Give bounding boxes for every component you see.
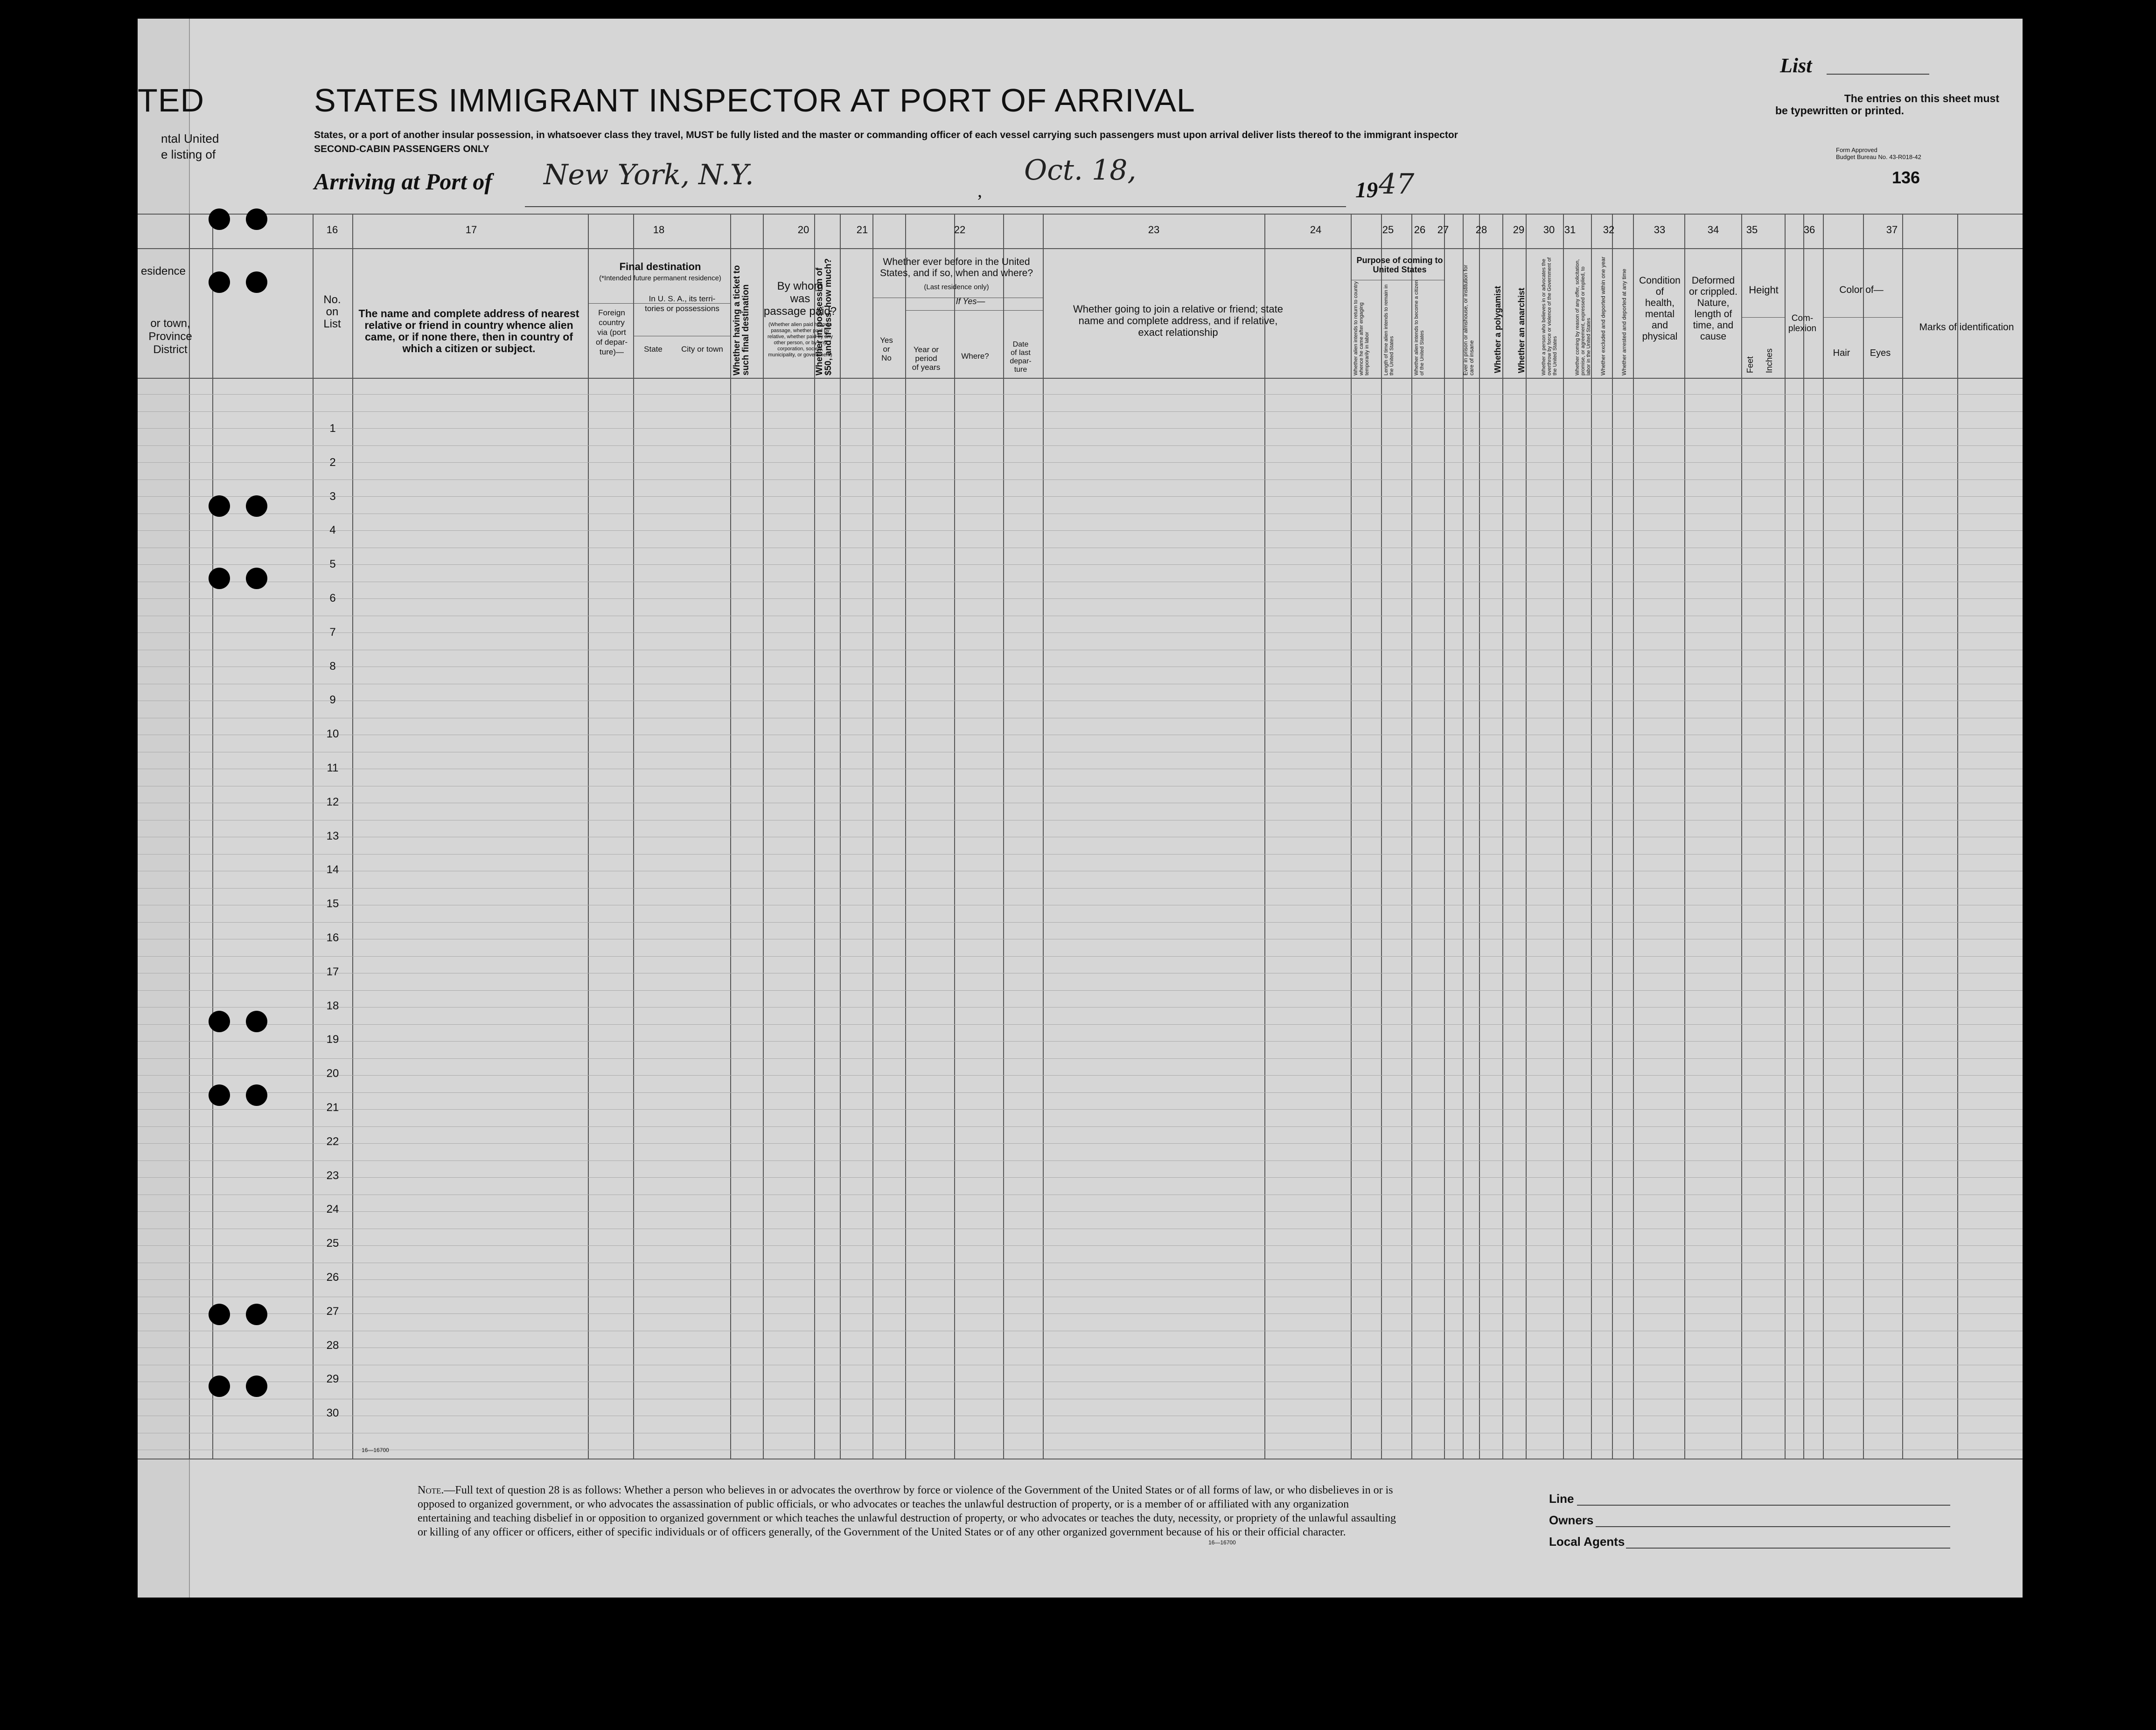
column-rule — [1526, 214, 1527, 1459]
owners-label: Owners — [1549, 1513, 1594, 1527]
col-36-title: Color of— — [1839, 285, 1884, 295]
ruled-line — [138, 1211, 2023, 1212]
column-rule — [1612, 214, 1613, 1459]
header-sub-rule — [1741, 317, 1785, 318]
column-number: 32 — [1603, 224, 1615, 236]
column-number: 24 — [1310, 224, 1322, 236]
punch-hole — [246, 1011, 267, 1032]
col-18-usa — [633, 294, 731, 313]
punch-hole — [246, 271, 267, 293]
column-number: 30 — [1543, 224, 1555, 236]
col-18-foreign-line: via (port — [597, 328, 626, 337]
punch-hole — [209, 568, 230, 589]
comma: , — [977, 180, 982, 201]
punch-hole — [246, 208, 267, 230]
prev-col-residence: esidence — [140, 265, 186, 278]
column-rule — [1785, 214, 1786, 1459]
column-rule — [1003, 214, 1004, 1459]
column-number: 27 — [1437, 224, 1449, 236]
previous-page-strip — [138, 19, 190, 1598]
col-23: Whether going to join a relative or friend; state name and complete address, and if relative, exact relationship — [1073, 303, 1284, 338]
row-number: 18 — [326, 999, 339, 1012]
prev-page-title: TED — [138, 82, 204, 118]
column-number: 16 — [326, 224, 338, 236]
column-number: 20 — [797, 224, 809, 236]
col-24-citizen: Whether alien intends to become a citizen of the United States — [1414, 280, 1425, 375]
col-33 — [1685, 275, 1741, 342]
row-number: 7 — [329, 625, 336, 639]
col-32-line: of — [1655, 286, 1664, 297]
col-22-year-line: Year or — [913, 345, 939, 354]
col-22-yesno-line: or — [883, 345, 890, 354]
col-22-yesno-line: No — [881, 354, 892, 362]
punch-hole — [246, 568, 267, 589]
prev-page-line: e listing of — [161, 147, 216, 161]
col-24-length: Length of time alien intends to remain in the United States — [1383, 284, 1395, 375]
punch-hole — [209, 495, 230, 517]
ruled-line — [138, 1279, 2023, 1280]
ruled-line — [138, 1092, 2023, 1093]
row-number: 10 — [326, 728, 339, 741]
row-number: 1 — [329, 422, 336, 435]
ruled-line — [138, 564, 2023, 565]
col-18-city: City or town — [681, 345, 723, 354]
form-code-right: 16—16700 — [1208, 1539, 1236, 1546]
table-numbers-rule — [138, 248, 2023, 249]
ruled-line — [138, 1177, 2023, 1178]
row-number: 2 — [329, 456, 336, 469]
col-20-line: passage paid? — [763, 305, 837, 318]
form-approved-line: Form Approved — [1836, 146, 1877, 153]
prev-col-town-line: Province — [148, 330, 192, 343]
column-rule — [1463, 214, 1464, 1459]
col-22-year-line: of years — [912, 363, 941, 372]
ruled-line — [138, 1313, 2023, 1314]
list-label: List — [1780, 54, 1812, 77]
table-top-rule — [138, 214, 2023, 215]
col-30-excluded: Whether excluded and deported within one year — [1600, 257, 1606, 375]
ruled-line — [138, 1024, 2023, 1025]
col-36-hair: Hair — [1833, 348, 1850, 358]
prev-col-town-line: District — [153, 343, 188, 356]
col-22-date-line: ture — [1014, 366, 1027, 374]
col-33-line: cause — [1700, 331, 1727, 342]
column-rule — [1563, 214, 1564, 1459]
col-34-feet: Feet — [1745, 356, 1755, 373]
ruled-line — [138, 1143, 2023, 1144]
agents-label: Local Agents — [1549, 1535, 1625, 1549]
row-number: 24 — [326, 1203, 339, 1216]
col-37: Marks of identification — [1919, 322, 2014, 333]
ruled-line — [138, 1245, 2023, 1246]
col-18-foreign-line: of depar- — [595, 338, 628, 347]
col-35 — [1784, 313, 1821, 334]
col-27-anarchist: Whether an anarchist — [1517, 287, 1526, 373]
row-number: 9 — [329, 694, 336, 707]
column-number: 17 — [465, 224, 477, 236]
column-number: 28 — [1475, 224, 1487, 236]
ruled-line — [138, 888, 2023, 889]
column-rule — [763, 214, 764, 1459]
ruled-line — [138, 632, 2023, 633]
page-subtitle: States, or a port of another insular possession, in whatsoever class they travel, MUST be fully listed and the master or commanding officer of each vessel carrying such passengers must upon arrival deliver lists thereof to the immigrant inspector — [314, 130, 1458, 140]
col-18-state: State — [644, 345, 663, 354]
instructions-line: The entries on this sheet must — [1844, 92, 1999, 104]
col-33-line: time, and — [1693, 320, 1734, 331]
punch-hole — [209, 271, 230, 293]
col-33-line: Nature, — [1697, 298, 1730, 308]
arriving-label: Arriving at Port of — [314, 168, 492, 195]
col-22-ifyes: If Yes— — [956, 297, 985, 306]
prev-page-line: ntal United — [161, 132, 219, 146]
column-rule — [588, 214, 589, 1459]
col-18-foreign-line: Foreign — [598, 308, 625, 317]
column-rule — [1444, 214, 1445, 1459]
col-24-return: Whether alien intends to return to country whence he came after engaging temporarily in labor — [1353, 281, 1370, 375]
col-20-line: was — [790, 292, 810, 305]
ruled-line — [138, 1160, 2023, 1161]
col-18-foreign-line: country — [599, 318, 625, 327]
ruled-line — [138, 598, 2023, 599]
prev-col-town-line: or town, — [150, 317, 190, 330]
col-22-date-line: depar- — [1010, 357, 1032, 365]
instructions-line: be typewritten or printed. — [1775, 104, 1905, 117]
column-number: 31 — [1564, 224, 1576, 236]
header-sub-rule — [905, 310, 1043, 311]
agents-underline — [1626, 1548, 1950, 1549]
header-sub-rule — [1823, 317, 1902, 318]
col-35-line: plexion — [1788, 324, 1817, 333]
punch-hole — [246, 495, 267, 517]
footnote — [418, 1483, 1397, 1539]
form-approved-line: Budget Bureau No. 43-R018-42 — [1836, 153, 1921, 160]
page-title: STATES IMMIGRANT INSPECTOR AT PORT OF ARRIVAL — [314, 82, 1195, 118]
col-no-on-list-line: on — [326, 306, 339, 318]
column-rule — [1351, 214, 1352, 1459]
col-22-sub: (Last residence only) — [924, 283, 989, 291]
col-28-overthrow: Whether a person who believes in or advocates the overthrow by force or violence of the Government of the United States — [1541, 257, 1558, 375]
col-26-polygamist: Whether a polygamist — [1493, 285, 1502, 373]
ruled-line — [138, 530, 2023, 531]
ruled-line — [138, 411, 2023, 412]
column-number: 34 — [1707, 224, 1719, 236]
row-number: 15 — [326, 897, 339, 910]
column-number: 33 — [1654, 224, 1666, 236]
form-code-left: 16—16700 — [362, 1447, 389, 1453]
column-rule — [633, 214, 634, 1459]
col-22-where: Where? — [961, 352, 989, 361]
col-32-line: mental — [1645, 309, 1675, 320]
column-rule — [1957, 214, 1958, 1459]
column-number: 25 — [1382, 224, 1394, 236]
owners-underline — [1596, 1526, 1950, 1527]
column-number: 36 — [1803, 224, 1815, 236]
col-29-labor: Whether coming by reason of any offer, solicitation, promise, or agreement, expressed or implied, to labor in the United States — [1575, 259, 1591, 375]
row-number: 27 — [326, 1305, 339, 1318]
col-33-line: Deformed — [1691, 275, 1735, 286]
column-rule — [840, 214, 841, 1459]
instructions — [1775, 92, 1999, 117]
column-rule — [352, 214, 353, 1459]
form-approved — [1836, 146, 1921, 160]
column-rule — [905, 214, 906, 1459]
col-24-title — [1348, 256, 1451, 274]
column-number: 21 — [856, 224, 868, 236]
col-32 — [1635, 275, 1684, 342]
row-number: 22 — [326, 1135, 339, 1148]
col-18-usa-line: In U. S. A., its terri- — [649, 294, 716, 303]
col-31-arrested: Whether arrested and deported at any time — [1621, 269, 1627, 375]
row-number: 12 — [326, 795, 339, 808]
col-34-title: Height — [1749, 284, 1779, 296]
line-underline — [1577, 1505, 1950, 1506]
column-number: 22 — [954, 224, 966, 236]
row-number: 26 — [326, 1271, 339, 1284]
column-rule — [1863, 214, 1864, 1459]
col-21-money: Whether in possession of $50, and if less, how much? — [815, 258, 833, 375]
ruled-line — [138, 479, 2023, 480]
punch-hole — [209, 208, 230, 230]
column-rule — [313, 214, 314, 1459]
row-number: 25 — [326, 1237, 339, 1250]
row-number: 19 — [326, 1033, 339, 1046]
ruled-line — [138, 956, 2023, 957]
col-24-title-line: Purpose of coming to — [1356, 256, 1443, 265]
row-number: 20 — [326, 1067, 339, 1080]
ruled-line — [138, 1109, 2023, 1110]
row-number: 13 — [326, 829, 339, 842]
column-rule — [1823, 214, 1824, 1459]
col-17: The name and complete address of nearest relative or friend in country whence alien came, or if none there, then in country of which a citizen or subject. — [358, 307, 579, 354]
col-18-usa-line: tories or possessions — [645, 304, 719, 313]
ruled-line — [138, 1126, 2023, 1127]
ruled-line — [138, 990, 2023, 991]
row-number: 21 — [326, 1101, 339, 1114]
manifest-page — [138, 19, 2023, 1598]
cabin-class: SECOND-CABIN PASSENGERS ONLY — [314, 144, 489, 154]
ruled-line — [138, 462, 2023, 463]
row-number: 16 — [326, 931, 339, 944]
row-number: 30 — [326, 1407, 339, 1420]
column-rule — [212, 214, 213, 1459]
row-number: 6 — [329, 592, 336, 604]
list-line — [1827, 74, 1929, 75]
year-prefix: 19 — [1355, 178, 1378, 202]
date-line — [996, 206, 1346, 207]
col-32-line: health, — [1645, 298, 1675, 308]
column-number: 18 — [653, 224, 665, 236]
row-number: 3 — [329, 490, 336, 503]
col-no-on-list-line: No. — [323, 293, 341, 306]
col-22-yesno — [872, 336, 900, 362]
date-handwritten: Oct. 18, — [1024, 154, 1137, 187]
row-number: 28 — [326, 1339, 339, 1352]
table-header-rule — [138, 378, 2023, 379]
col-22-yesno-line: Yes — [880, 336, 893, 345]
column-number: 37 — [1886, 224, 1898, 236]
col-20-line: By whom — [777, 280, 823, 292]
row-number: 5 — [329, 558, 336, 571]
column-rule — [1411, 214, 1412, 1459]
ruled-line — [138, 922, 2023, 923]
port-handwritten: New York, N.Y. — [544, 159, 754, 191]
col-22-date-line: of last — [1011, 349, 1031, 357]
punch-hole — [209, 1011, 230, 1032]
column-rule — [1381, 214, 1382, 1459]
line-label: Line — [1549, 1492, 1574, 1506]
column-rule — [814, 214, 815, 1459]
col-20-sub: (Whether alien paid his own passage, whether paid by relative, whether paid by any other person, or by any corporation, society, municipality, or government) — [767, 322, 833, 358]
punch-hole — [209, 1084, 230, 1106]
row-number: 8 — [329, 660, 336, 673]
col-22-year — [903, 345, 949, 372]
column-number: 23 — [1148, 224, 1160, 236]
prev-col-town — [138, 317, 203, 356]
row-number: 14 — [326, 863, 339, 876]
ruled-line — [138, 496, 2023, 497]
column-rule — [1902, 214, 1903, 1459]
col-32-line: Condition — [1639, 275, 1681, 286]
column-rule — [872, 214, 873, 1459]
ruled-line — [138, 1075, 2023, 1076]
col-22-year-line: period — [915, 354, 937, 363]
punch-hole — [209, 1304, 230, 1325]
col-19-ticket: Whether having a ticket to such final destination — [732, 265, 751, 375]
row-number: 29 — [326, 1373, 339, 1386]
col-34-inches: Inches — [1765, 348, 1774, 373]
col-18-sub: (*Intended future permanent residence) — [599, 274, 721, 282]
column-number: 29 — [1513, 224, 1525, 236]
col-22-date — [1001, 340, 1040, 374]
ruled-line — [138, 1058, 2023, 1059]
ruled-line — [138, 445, 2023, 446]
col-25-prison: Ever in prison or almshouse, or institution for care of insane — [1462, 264, 1475, 375]
row-number: 17 — [326, 965, 339, 978]
ruled-line — [138, 854, 2023, 855]
column-rule — [730, 214, 731, 1459]
column-rule — [1591, 214, 1592, 1459]
ruled-line — [138, 428, 2023, 429]
column-rule — [1479, 214, 1480, 1459]
column-rule — [1043, 214, 1044, 1459]
sheet-number: 136 — [1892, 168, 1920, 187]
col-22-title: Whether ever before in the United States, and if so, when and where? — [879, 257, 1033, 278]
column-rule — [1741, 214, 1742, 1459]
col-18-title: Final destination — [619, 261, 701, 272]
row-number: 4 — [329, 524, 336, 537]
row-number: 23 — [326, 1169, 339, 1182]
ruled-line — [138, 394, 2023, 395]
footnote-text: —Full text of question 28 is as follows: Whether a person who believes in or advocates the overthrow by force or violence of the Government of the United States or of all forms of law, or who disbelieves in or is opposed to organized government, or who advocates the assassination of public officials, or who advocates or teaches the unlawful destruction of property, or is a member of or affiliated with any organization entertaining and teaching disbelief in or opposition to organized government or which teaches the unlawful destruction of property, or who advocates or teaches the duty, necessity, or propriety of the unlawful assaulting or killing of any officer or officers, either of specific individuals or of officers generally, of the Government of the United States or of any other organized government because of his or their official character. — [418, 1484, 1396, 1538]
col-18-foreign-line: ture)— — [600, 347, 624, 356]
column-number: 26 — [1414, 224, 1426, 236]
col-22-date-line: Date — [1012, 340, 1029, 348]
year-handwritten: 47 — [1379, 168, 1415, 201]
punch-hole — [209, 1376, 230, 1397]
col-no-on-list-line: List — [323, 318, 341, 330]
column-rule — [189, 214, 190, 1459]
punch-hole — [246, 1084, 267, 1106]
col-33-line: or crippled. — [1689, 286, 1737, 297]
col-18-foreign — [590, 308, 633, 357]
column-rule — [1264, 214, 1265, 1459]
column-rule — [1803, 214, 1804, 1459]
ruled-line — [138, 1041, 2023, 1042]
column-rule — [954, 214, 955, 1459]
col-24-title-line: United States — [1373, 265, 1427, 274]
col-33-line: length of — [1694, 309, 1732, 320]
punch-hole — [246, 1304, 267, 1325]
column-number: 35 — [1746, 224, 1758, 236]
column-rule — [1502, 214, 1503, 1459]
col-no-on-list — [313, 294, 352, 330]
col-32-line: and — [1651, 320, 1668, 331]
col-36-eyes: Eyes — [1870, 348, 1891, 358]
column-rule — [1684, 214, 1685, 1459]
col-35-line: Com- — [1791, 313, 1814, 323]
row-number: 11 — [327, 762, 339, 774]
col-32-line: physical — [1642, 331, 1678, 342]
footnote-label: Note. — [418, 1484, 444, 1496]
column-rule — [1633, 214, 1634, 1459]
prev-page-lines — [161, 131, 219, 162]
punch-hole — [246, 1376, 267, 1397]
